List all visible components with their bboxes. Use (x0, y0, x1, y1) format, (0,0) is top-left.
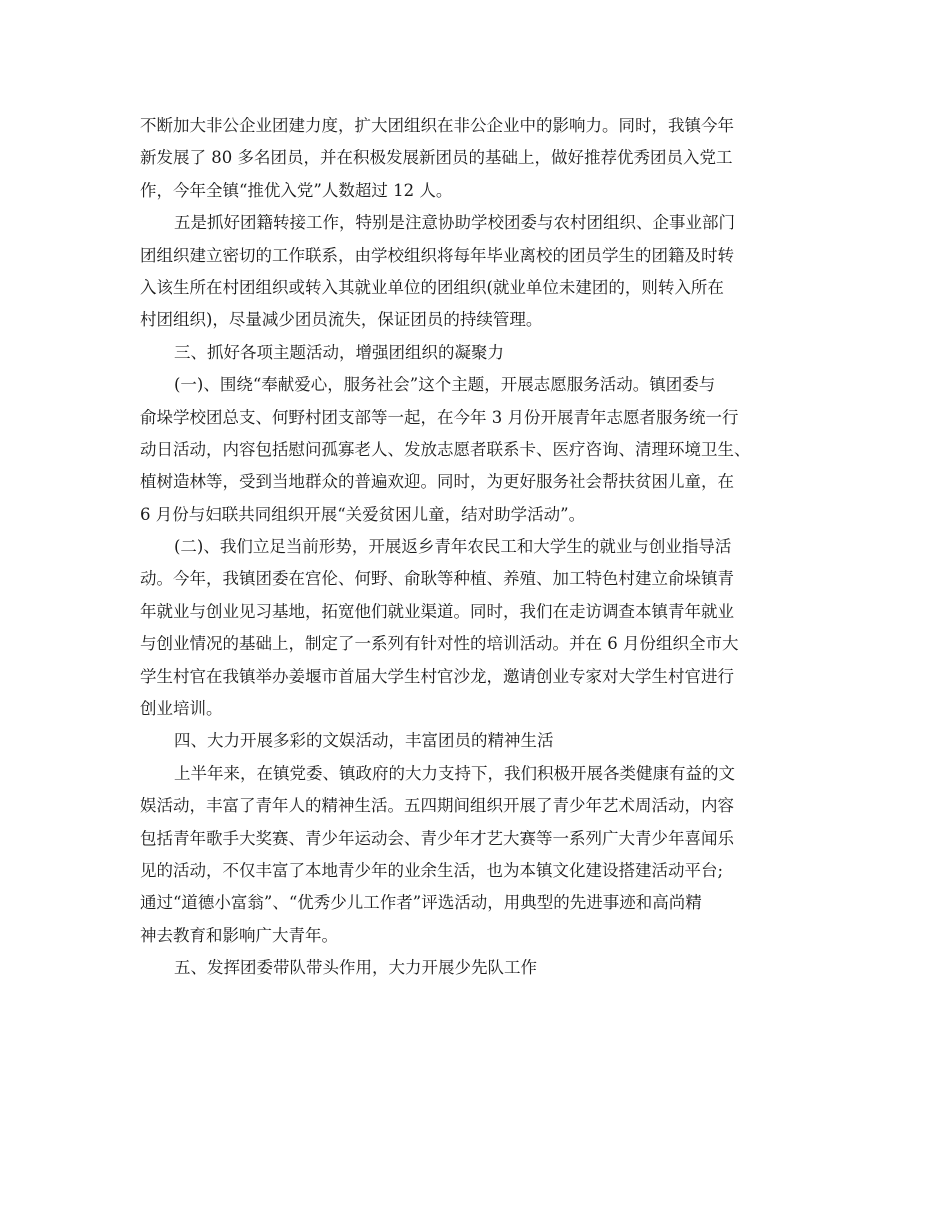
text-line: 娱活动，丰富了青年人的精神生活。五四期间组织开展了青少年艺术周活动，内容 (140, 796, 734, 816)
text-line: 植树造林等，受到当地群众的普遍欢迎。同时，为更好服务社会帮扶贫困儿童，在 (140, 472, 734, 492)
text-line: 入该生所在村团组织或转入其就业单位的团组织(就业单位未建团的，则转入所在 (140, 277, 724, 297)
text-line: 包括青年歌手大奖赛、青少年运动会、青少年才艺大赛等一系列广大青少年喜闻乐 (140, 828, 734, 848)
text-line: (一)、围绕“奉献爱心，服务社会”这个主题，开展志愿服务活动。镇团委与 (174, 375, 716, 395)
text-line: 上半年来，在镇党委、镇政府的大力支持下，我们积极开展各类健康有益的文 (174, 763, 735, 783)
text-line: 动日活动，内容包括慰问孤寡老人、发放志愿者联系卡、医疗咨询、清理环境卫生、 (140, 439, 751, 459)
text-line: 四、大力开展多彩的文娱活动，丰富团员的精神生活 (174, 731, 554, 751)
text-line: 团组织建立密切的工作联系，由学校组织将每年毕业离校的团员学生的团籍及时转 (140, 245, 734, 265)
text-line: (二)、我们立足当前形势，开展返乡青年农民工和大学生的就业与创业指导活 (174, 537, 732, 557)
text-line: 通过“道德小富翁”、“优秀少儿工作者”评选活动，用典型的先进事迹和高尚精 (140, 893, 702, 913)
text-line: 学生村官在我镇举办姜堰市首届大学生村官沙龙，邀请创业专家对大学生村官进行 (140, 666, 734, 686)
text-line: 五是抓好团籍转接工作，特别是注意协助学校团委与农村团组织、企事业部门 (174, 213, 735, 233)
text-line: 不断加大非公企业团建力度，扩大团组织在非公企业中的影响力。同时，我镇今年 (140, 116, 734, 135)
text-line: 年就业与创业见习基地，拓宽他们就业渠道。同时，我们在走访调查本镇青年就业 (140, 601, 734, 621)
text-line: 村团组织)，尽量减少团员流失，保证团员的持续管理。 (140, 310, 543, 330)
text-line: 创业培训。 (140, 699, 223, 719)
text-line: 俞垛学校团总支、何野村团支部等一起，在今年 3 月份开展青年志愿者服务统一行 (140, 407, 739, 427)
text-line: 五、发挥团委带队带头作用，大力开展少先队工作 (174, 958, 537, 978)
text-line: 与创业情况的基础上，制定了一系列有针对性的培训活动。并在 6 月份组织全市大 (140, 634, 739, 654)
text-line: 见的活动，不仅丰富了本地青少年的业余生活，也为本镇文化建设搭建活动平台; (140, 860, 724, 880)
text-line: 6 月份与妇联共同组织开展“关爱贫困儿童，结对助学活动”。 (140, 504, 586, 524)
text-line: 动。今年，我镇团委在宫伦、何野、俞耿等种植、养殖、加工特色村建立俞垛镇青 (140, 569, 734, 589)
text-line: 作，今年全镇“推优入党”人数超过 12 人。 (140, 180, 453, 200)
text-line: 神去教育和影响广大青年。 (140, 925, 338, 945)
text-line: 新发展了 80 多名团员，并在积极发展新团员的基础上，做好推荐优秀团员入党工 (140, 148, 733, 168)
document-body (140, 110, 840, 985)
text-line: 三、抓好各项主题活动，增强团组织的凝聚力 (174, 342, 504, 362)
